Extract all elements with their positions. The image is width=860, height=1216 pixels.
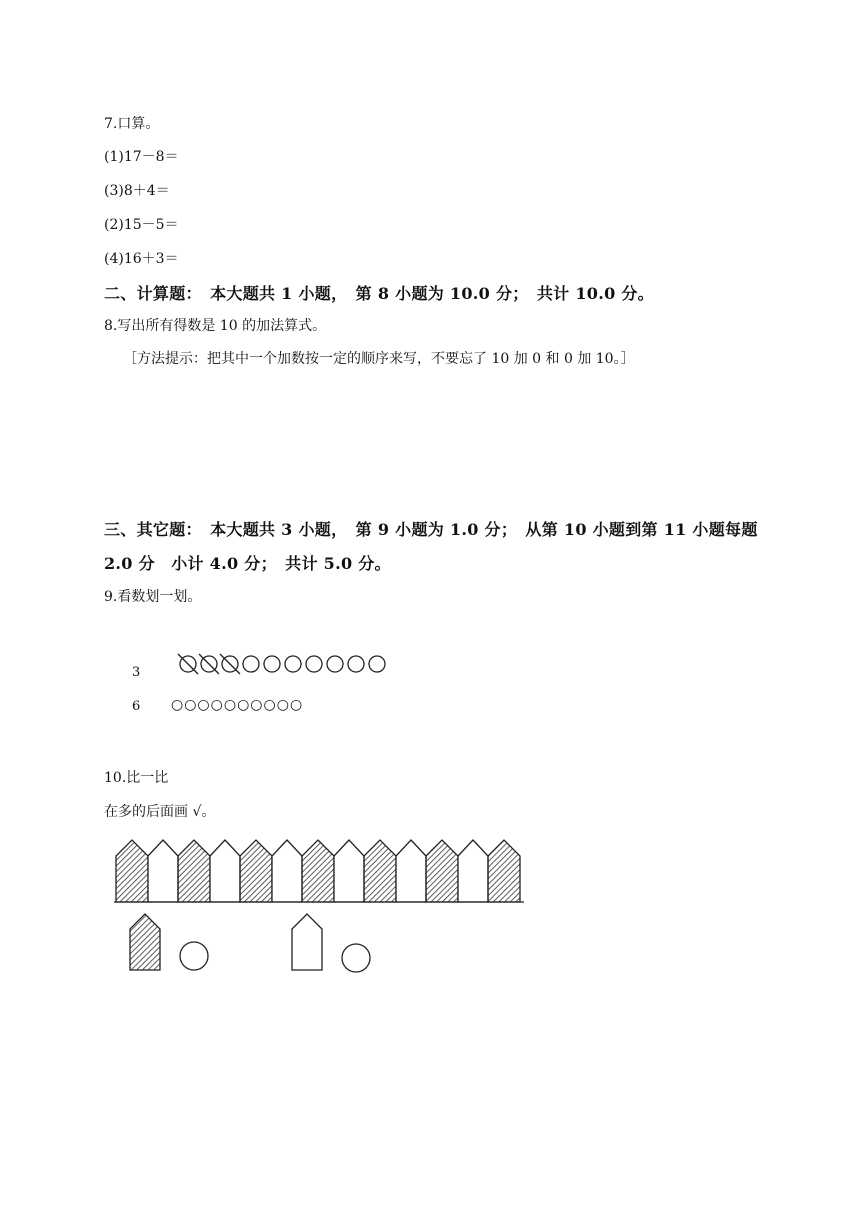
q10-instruction: 在多的后面画 √。 [104, 804, 216, 820]
fence-post-white-4 [334, 840, 364, 902]
q10-figure [108, 834, 538, 984]
q10-title: 10.比一比 [104, 770, 169, 786]
q7-item-3: (2)15－5＝ [104, 217, 179, 233]
circle-8 [327, 656, 343, 672]
q7-title: 7.口算。 [104, 116, 160, 132]
cross-line-2 [199, 654, 219, 674]
fence-post-shaded-6 [426, 840, 458, 902]
fence-post-white-5 [396, 840, 426, 902]
q7-item-1: (1)17－8＝ [104, 149, 179, 165]
answer-circle-shaded [180, 942, 208, 970]
circle-10 [369, 656, 385, 672]
circle-4 [243, 656, 259, 672]
fence-post-white-1 [148, 840, 178, 902]
circle-6 [285, 656, 301, 672]
section-3-heading-line-1: 三、其它题： 本大题共 3 小题， 第 9 小题为 1.0 分； 从第 10 小题到第 11 小题每题 [104, 520, 758, 539]
cross-line-3 [220, 654, 240, 674]
fence-post-shaded-5 [364, 840, 396, 902]
answer-circle-white [342, 944, 370, 972]
cross-line-1 [178, 654, 198, 674]
circle-5 [264, 656, 280, 672]
q9-row-1-circles [170, 650, 400, 680]
fence-post-shaded-4 [302, 840, 334, 902]
q9-row-2-number: 6 [132, 699, 141, 714]
fence-post-white-3 [272, 840, 302, 902]
fence-post-white-6 [458, 840, 488, 902]
legend-shaded-post [130, 914, 160, 970]
section-3-heading-line-2: 2.0 分 小计 4.0 分； 共计 5.0 分。 [104, 554, 391, 573]
circle-7 [306, 656, 322, 672]
section-2-heading: 二、计算题： 本大题共 1 小题， 第 8 小题为 10.0 分； 共计 10.0 分。 [104, 284, 654, 303]
fence-post-shaded-3 [240, 840, 272, 902]
circle-9 [348, 656, 364, 672]
fence-post-shaded-2 [178, 840, 210, 902]
legend-white-post [292, 914, 322, 970]
q7-item-4: (4)16＋3＝ [104, 251, 179, 267]
q8-hint: ［方法提示：把其中一个加数按一定的顺序来写，不要忘了 10 加 0 和 0 加 10。］ [123, 351, 635, 367]
q7-item-2: (3)8＋4＝ [104, 183, 170, 199]
q9-title: 9.看数划一划。 [104, 589, 202, 605]
q9-row-1-number: 3 [132, 665, 141, 680]
q8-title: 8.写出所有得数是 10 的加法算式。 [104, 318, 327, 334]
fence-post-shaded-7 [488, 840, 520, 902]
fence-post-shaded-1 [116, 840, 148, 902]
fence-post-white-2 [210, 840, 240, 902]
q9-row-2-circles: ○○○○○○○○○○ [171, 697, 304, 713]
